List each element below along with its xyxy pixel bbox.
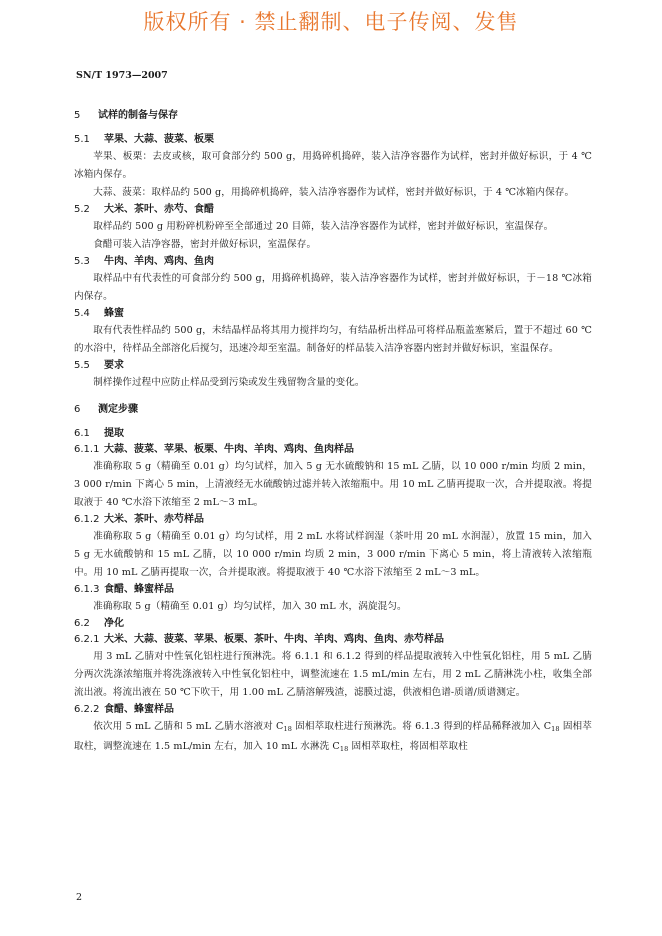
- text-run: 固相萃取柱进行预淋洗。将 6.1.3 得到的样品稀释液加入 C: [291, 721, 552, 732]
- paragraph: 准确称取 5 g（精确至 0.01 g）均匀试样，加入 30 mL 水，涡旋混匀。: [93, 601, 407, 612]
- text-run: 依次用 5 mL 乙腈和 5 mL 乙腈水溶液对 C: [93, 721, 284, 732]
- subscript: 18: [339, 745, 349, 753]
- paragraph: 用 3 mL 乙腈对中性氧化铝柱进行预淋洗。将 6.1.1 和 6.1.2 得到的样品提取液转入中性氧化铝柱，用 5 mL 乙腈分两次洗涤浓缩瓶并将洗涤液转入中性氧化铝柱中，调整流速在 1.5 mL/min 左右，用 2 mL 乙腈淋洗小柱，收集全部流出液。将流出液在 50 ℃下吹干，用 1.00 mL 乙腈溶解残渣，滤膜过滤，供液相色谱-质谱/质谱测定。: [74, 651, 592, 698]
- section-number: 5: [74, 110, 81, 121]
- section-number: 6: [74, 404, 81, 415]
- section-title: 大蒜、菠菜、苹果、板栗、牛肉、羊肉、鸡肉、鱼肉样品: [104, 444, 354, 455]
- section-title: 大米、茶叶、赤芍样品: [104, 514, 204, 525]
- section-heading-6-2: [74, 616, 592, 632]
- section-heading-5-1: [74, 132, 592, 148]
- page-number: 2: [76, 892, 83, 903]
- watermark-banner: 版权所有 · 禁止翻制、电子传阅、发售: [143, 10, 519, 34]
- section-title: 牛肉、羊肉、鸡肉、鱼肉: [104, 256, 214, 267]
- paragraph: [74, 718, 592, 758]
- text-run: 固相萃取柱，调整流速在 1.5 mL/min 左右，加入 10 mL 水淋洗 C: [74, 721, 592, 752]
- section-number: 6.1.3: [74, 584, 100, 595]
- section-heading-6-2-2: [74, 702, 592, 718]
- document-body: [74, 108, 592, 758]
- paragraph: 取样品中有代表性的可食部分约 500 g，用捣碎机捣碎，装入洁净容器作为试样，密封并做好标识，于－18 ℃冰箱内保存。: [74, 273, 592, 302]
- section-heading-5-4: [74, 306, 592, 322]
- paragraph: 苹果、板栗：去皮或核，取可食部分约 500 g，用捣碎机捣碎，装入洁净容器作为试样，密封并做好标识，于 4 ℃冰箱内保存。: [74, 151, 592, 180]
- section-title: 测定步骤: [98, 404, 138, 415]
- section-number: 6.1.1: [74, 444, 100, 455]
- paragraph: 大蒜、菠菜：取样品约 500 g，用捣碎机捣碎，装入洁净容器作为试样，密封并做好标识，于 4 ℃冰箱内保存。: [93, 187, 575, 198]
- section-heading-5-3: [74, 254, 592, 270]
- section-title: 提取: [104, 428, 124, 439]
- text-run: 固相萃取柱，将固相萃取柱: [348, 741, 468, 752]
- section-heading-5-5: [74, 358, 592, 374]
- subscript: 18: [283, 725, 292, 733]
- standard-number: SN/T 1973—2007: [76, 70, 168, 81]
- section-number: 6.2: [74, 618, 90, 629]
- section-title: 要求: [104, 360, 124, 371]
- section-number: 5.4: [74, 308, 90, 319]
- section-number: 6.1.2: [74, 514, 100, 525]
- section-number: 5.1: [74, 134, 90, 145]
- section-title: 大米、茶叶、赤芍、食醋: [104, 204, 214, 215]
- section-title: 食醋、蜂蜜样品: [104, 584, 174, 595]
- paragraph: 取有代表性样品约 500 g，未结晶样品将其用力搅拌均匀，有结晶析出样品可将样品瓶盖塞紧后，置于不超过 60 ℃的水浴中，待样品全部溶化后搅匀，迅速冷却至室温。制备好的样品装入洁净容器内密封并做好标识，室温保存。: [74, 325, 592, 354]
- section-title: 苹果、大蒜、菠菜、板栗: [104, 134, 214, 145]
- section-heading-6: [74, 402, 592, 418]
- section-title: 试样的制备与保存: [98, 110, 178, 121]
- section-heading-6-1: [74, 426, 592, 442]
- section-title: 食醋、蜂蜜样品: [104, 704, 174, 715]
- section-number: 6.1: [74, 428, 90, 439]
- section-number: 5.5: [74, 360, 90, 371]
- section-heading-6-1-1: [74, 442, 592, 458]
- section-number: 5.3: [74, 256, 90, 267]
- paragraph: 准确称取 5 g（精确至 0.01 g）均匀试样，用 2 mL 水将试样润湿（茶叶用 20 mL 水润湿），放置 15 min，加入 5 g 无水硫酸钠和 15 mL 乙腈，以 10 000 r/min 均质 2 min，3 000 r/min 下离心 5 min，将上清液转入浓缩瓶中。用 10 mL 乙腈再提取一次，合并提取液。将提取液于 40 ℃水浴下浓缩至 2 mL～3 mL。: [74, 531, 592, 578]
- subscript: 18: [551, 725, 560, 733]
- paragraph: 取样品约 500 g 用粉碎机粉碎至全部通过 20 目筛，装入洁净容器作为试样，密封并做好标识，室温保存。: [93, 221, 554, 232]
- section-title: 大米、大蒜、菠菜、苹果、板栗、茶叶、牛肉、羊肉、鸡肉、鱼肉、赤芍样品: [104, 634, 444, 645]
- paragraph: 准确称取 5 g（精确至 0.01 g）均匀试样，加入 5 g 无水硫酸钠和 15 mL 乙腈，以 10 000 r/min 均质 2 min，3 000 r/min 下离心 5 min，上清液经无水硫酸钠过滤并转入浓缩瓶中。用 10 mL 乙腈再提取一次，合并提取液。将提取液于 40 ℃水浴下浓缩至 2 mL～3 mL。: [74, 461, 592, 508]
- section-number: 6.2.1: [74, 634, 100, 645]
- section-number: 5.2: [74, 204, 90, 215]
- section-title: 蜂蜜: [104, 308, 124, 319]
- section-heading-6-2-1: [74, 632, 592, 648]
- paragraph: 食醋可装入洁净容器，密封并做好标识，室温保存。: [93, 239, 317, 250]
- section-number: 6.2.2: [74, 704, 100, 715]
- section-heading-6-1-2: [74, 512, 592, 528]
- section-title: 净化: [104, 618, 124, 629]
- section-heading-5-2: [74, 202, 592, 218]
- section-heading-6-1-3: [74, 582, 592, 598]
- paragraph: 制样操作过程中应防止样品受到污染或发生残留物含量的变化。: [93, 377, 365, 388]
- section-heading-5: [74, 108, 592, 124]
